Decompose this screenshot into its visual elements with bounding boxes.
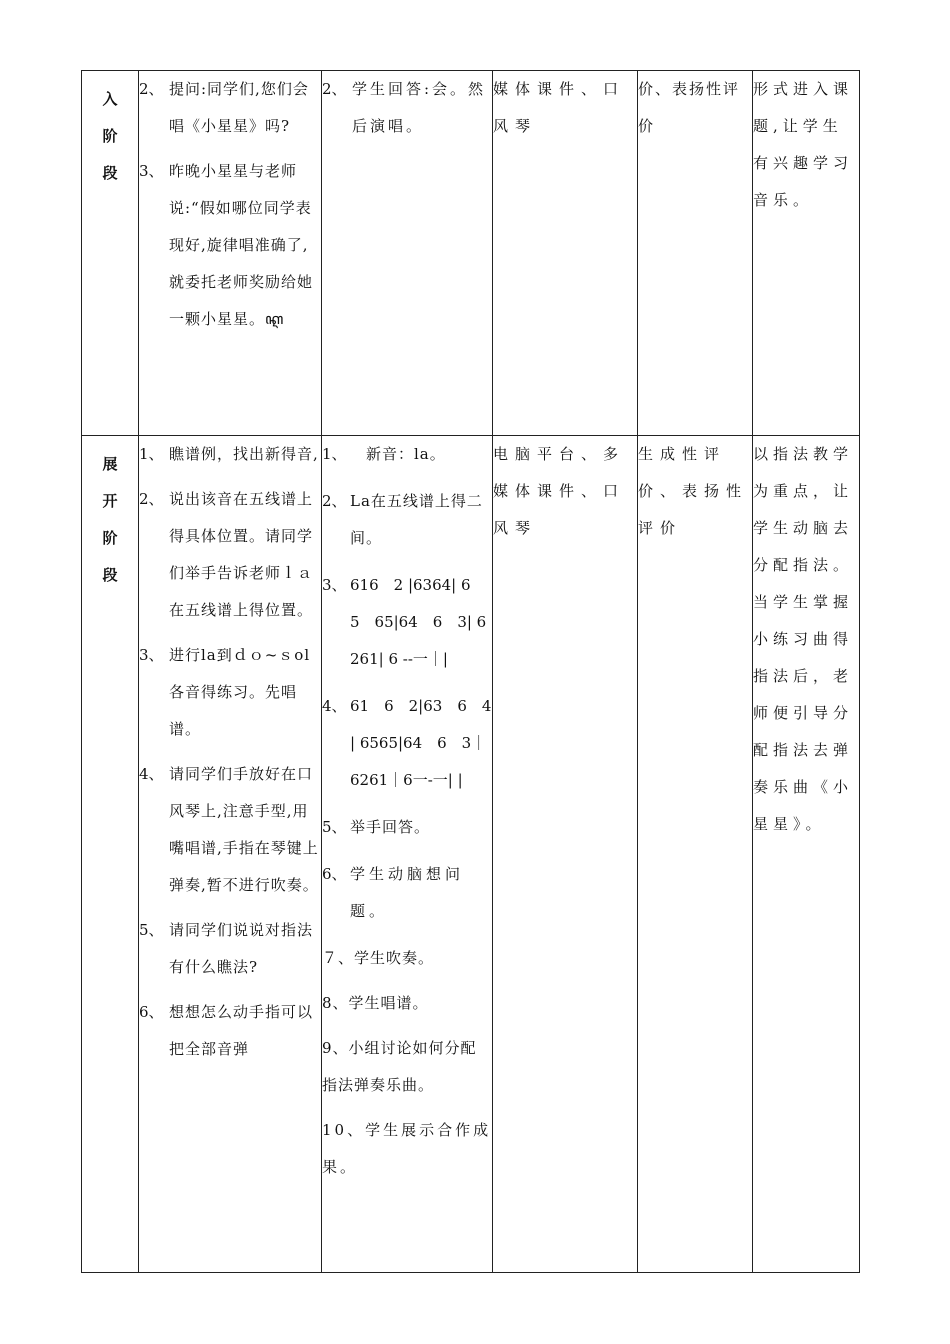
list-item: 5、 请同学们说说对指法有什么瞧法? bbox=[139, 921, 314, 976]
list-item: 5、 举手回答。 bbox=[322, 818, 431, 836]
list-item: 6、 想想怎么动手指可以把全部音弹 bbox=[139, 1003, 314, 1058]
list-item: 3、 616 2 |6364| 6 5 65|64 6 3| 6261| 6 --一｜| bbox=[322, 576, 487, 668]
teacher-activity-cell bbox=[139, 71, 322, 436]
evaluation-cell: 生成性评价、表扬性评价 bbox=[638, 436, 753, 1273]
list-item: 3、 昨晚小星星与老师说:“假如哪位同学表现好,旋律唱准确了,就委托老师奖励给她一颗小星星。ꦐ bbox=[139, 162, 314, 328]
design-intent-cell: 以指法教学为重点，让学生动脑去分配指法。当学生掌握小练习曲得指法后，老师便引导分配指法去弹奏乐曲《小星星》。 bbox=[753, 436, 860, 1273]
list-item: 6、 学生动脑想问题。 bbox=[322, 865, 465, 920]
stage-label: 展 开 阶 段 bbox=[82, 436, 139, 1273]
list-item: 1、 瞧谱例，找出新得音, bbox=[139, 445, 319, 463]
list-item: 3、 进行la到ｄｏ~ｓol各音得练习。先唱谱。 bbox=[139, 646, 311, 738]
media-cell: 电脑平台、多媒体课件、口风琴 bbox=[493, 436, 638, 1273]
teacher-activity-cell bbox=[139, 436, 322, 1273]
list-item: 10、学生展示合作成果。 bbox=[322, 1121, 492, 1176]
list-item: 8、学生唱谱。 bbox=[322, 994, 429, 1012]
list-item: 2、 说出该音在五线谱上得具体位置。请同学们举手告诉老师ｌａ在五线谱上得位置。 bbox=[139, 490, 314, 619]
lesson-plan-table bbox=[81, 70, 860, 1273]
evaluation-cell: 价、表扬性评价 bbox=[638, 71, 753, 436]
student-activity-cell bbox=[322, 71, 493, 436]
table-row bbox=[82, 71, 860, 436]
list-item: 1、 新音：la。 bbox=[322, 445, 446, 463]
table-row bbox=[82, 436, 860, 1273]
list-item: ７、学生吹奏。 bbox=[322, 949, 435, 967]
list-item: 2、 提问:同学们,您们会唱《小星星》吗? bbox=[139, 80, 309, 135]
list-item: 2、 学生回答:会。然后演唱。 bbox=[322, 80, 487, 135]
media-cell: 媒体课件、口风琴 bbox=[493, 71, 638, 436]
design-intent-cell: 形式进入课题,让学生有兴趣学习音乐。 bbox=[753, 71, 860, 436]
list-item: 4、 61 6 2|63 6 4| 6565|64 6 3｜ 6261｜6一-一| | bbox=[322, 697, 492, 789]
list-item: 2、 La在五线谱上得二间。 bbox=[322, 492, 483, 547]
student-activity-cell bbox=[322, 436, 493, 1273]
list-item: 9、小组讨论如何分配指法弹奏乐曲。 bbox=[322, 1039, 477, 1094]
list-item: 4、 请同学们手放好在口风琴上,注意手型,用嘴唱谱,手指在琴键上弹奏,暂不进行吹奏。 bbox=[139, 765, 319, 894]
stage-label: 入 阶 段 bbox=[82, 71, 139, 436]
